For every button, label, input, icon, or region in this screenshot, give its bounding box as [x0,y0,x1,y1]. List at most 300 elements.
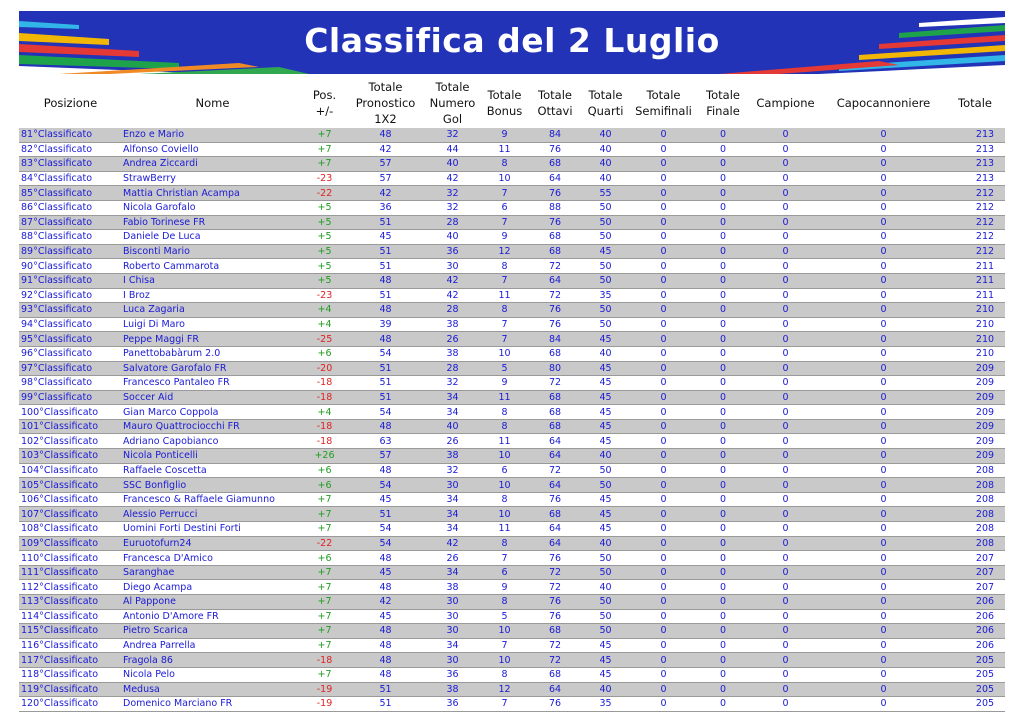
cell-totale: 208 [945,536,1005,551]
cell-ottavi: 88 [529,200,581,215]
cell-campione: 0 [749,128,822,142]
cell-name: StrawBerry [122,171,303,186]
cell-semifinali: 0 [630,157,697,172]
cell-numero-gol: 30 [425,595,480,610]
cell-numero-gol: 30 [425,478,480,493]
cell-position: 85°Classificato [19,186,122,201]
cell-bonus: 12 [480,244,529,259]
cell-quarti: 50 [581,317,630,332]
cell-capocannoniere: 0 [822,215,945,230]
header-totale: Totale [958,96,992,110]
cell-totale: 206 [945,595,1005,610]
cell-campione: 0 [749,565,822,580]
cell-semifinali: 0 [630,536,697,551]
cell-semifinali: 0 [630,434,697,449]
cell-ottavi: 68 [529,346,581,361]
cell-pronostico: 51 [346,259,425,274]
cell-finale: 0 [697,638,749,653]
cell-ottavi: 68 [529,405,581,420]
cell-bonus: 8 [480,667,529,682]
table-row [19,186,1005,201]
cell-name: Daniele De Luca [122,230,303,245]
cell-campione: 0 [749,215,822,230]
cell-quarti: 50 [581,273,630,288]
cell-position: 108°Classificato [19,522,122,537]
cell-capocannoniere: 0 [822,434,945,449]
cell-capocannoniere: 0 [822,536,945,551]
table-row [19,522,1005,537]
cell-pos-change: +7 [303,507,346,522]
cell-capocannoniere: 0 [822,507,945,522]
cell-pos-change: +6 [303,346,346,361]
cell-ottavi: 64 [529,478,581,493]
cell-totale: 212 [945,186,1005,201]
cell-campione: 0 [749,551,822,566]
cell-quarti: 45 [581,507,630,522]
cell-finale: 0 [697,580,749,595]
cell-pronostico: 48 [346,624,425,639]
cell-numero-gol: 42 [425,536,480,551]
title-banner [19,11,1005,74]
cell-ottavi: 68 [529,667,581,682]
cell-pronostico: 48 [346,303,425,318]
cell-totale: 209 [945,390,1005,405]
cell-finale: 0 [697,142,749,157]
cell-capocannoniere: 0 [822,157,945,172]
cell-position: 107°Classificato [19,507,122,522]
cell-position: 110°Classificato [19,551,122,566]
cell-campione: 0 [749,624,822,639]
cell-finale: 0 [697,434,749,449]
table-row [19,171,1005,186]
cell-bonus: 10 [480,478,529,493]
header-ottavi: Totale Ottavi [537,88,573,118]
cell-capocannoniere: 0 [822,667,945,682]
cell-numero-gol: 32 [425,186,480,201]
cell-campione: 0 [749,361,822,376]
cell-position: 83°Classificato [19,157,122,172]
cell-finale: 0 [697,157,749,172]
cell-pronostico: 45 [346,609,425,624]
cell-pronostico: 57 [346,449,425,464]
cell-bonus: 10 [480,449,529,464]
cell-bonus: 7 [480,638,529,653]
cell-numero-gol: 28 [425,215,480,230]
cell-finale: 0 [697,653,749,668]
cell-totale: 213 [945,142,1005,157]
cell-capocannoniere: 0 [822,405,945,420]
cell-finale: 0 [697,288,749,303]
cell-campione: 0 [749,463,822,478]
cell-totale: 208 [945,507,1005,522]
table-row [19,449,1005,464]
cell-numero-gol: 38 [425,449,480,464]
header-pronostico: Totale Pronostico 1X2 [355,80,416,126]
cell-bonus: 5 [480,361,529,376]
cell-totale: 212 [945,200,1005,215]
cell-capocannoniere: 0 [822,230,945,245]
cell-bonus: 7 [480,697,529,712]
cell-pos-change: -23 [303,171,346,186]
cell-quarti: 45 [581,653,630,668]
cell-pos-change: +7 [303,492,346,507]
cell-pronostico: 57 [346,157,425,172]
cell-bonus: 8 [480,405,529,420]
cell-position: 111°Classificato [19,565,122,580]
cell-numero-gol: 30 [425,609,480,624]
cell-totale: 205 [945,682,1005,697]
cell-capocannoniere: 0 [822,551,945,566]
cell-numero-gol: 28 [425,303,480,318]
cell-quarti: 45 [581,492,630,507]
cell-finale: 0 [697,346,749,361]
cell-quarti: 50 [581,200,630,215]
cell-numero-gol: 34 [425,390,480,405]
cell-name: Bisconti Mario [122,244,303,259]
cell-bonus: 11 [480,142,529,157]
cell-numero-gol: 40 [425,419,480,434]
cell-semifinali: 0 [630,667,697,682]
cell-position: 118°Classificato [19,667,122,682]
cell-semifinali: 0 [630,507,697,522]
cell-pos-change: -22 [303,536,346,551]
cell-position: 91°Classificato [19,273,122,288]
cell-totale: 208 [945,522,1005,537]
cell-totale: 209 [945,419,1005,434]
cell-totale: 205 [945,667,1005,682]
cell-name: Peppe Maggi FR [122,332,303,347]
cell-finale: 0 [697,317,749,332]
ranking-rows [19,128,1005,711]
cell-pos-change: -18 [303,653,346,668]
header-nome: Nome [195,96,230,110]
cell-capocannoniere: 0 [822,595,945,610]
cell-semifinali: 0 [630,244,697,259]
cell-pos-change: -23 [303,288,346,303]
cell-pos-change: -18 [303,419,346,434]
cell-campione: 0 [749,609,822,624]
cell-capocannoniere: 0 [822,478,945,493]
cell-pos-change: +7 [303,565,346,580]
cell-position: 81°Classificato [19,128,122,142]
cell-semifinali: 0 [630,303,697,318]
cell-name: Luigi Di Maro [122,317,303,332]
cell-position: 92°Classificato [19,288,122,303]
cell-campione: 0 [749,522,822,537]
cell-pos-change: -25 [303,332,346,347]
cell-quarti: 45 [581,361,630,376]
cell-position: 104°Classificato [19,463,122,478]
cell-position: 96°Classificato [19,346,122,361]
table-row [19,200,1005,215]
cell-quarti: 40 [581,580,630,595]
table-row [19,405,1005,420]
cell-name: Nicola Garofalo [122,200,303,215]
cell-finale: 0 [697,376,749,391]
cell-ottavi: 68 [529,624,581,639]
cell-ottavi: 68 [529,230,581,245]
cell-name: Soccer Aid [122,390,303,405]
cell-bonus: 11 [480,390,529,405]
cell-name: I Chisa [122,273,303,288]
cell-name: Uomini Forti Destini Forti [122,522,303,537]
cell-capocannoniere: 0 [822,580,945,595]
cell-quarti: 50 [581,215,630,230]
cell-quarti: 50 [581,230,630,245]
cell-pos-change: +5 [303,200,346,215]
cell-pronostico: 54 [346,346,425,361]
cell-position: 93°Classificato [19,303,122,318]
cell-ottavi: 76 [529,492,581,507]
cell-pronostico: 48 [346,653,425,668]
cell-ottavi: 76 [529,551,581,566]
cell-numero-gol: 38 [425,580,480,595]
cell-position: 88°Classificato [19,230,122,245]
cell-pronostico: 51 [346,390,425,405]
cell-ottavi: 68 [529,419,581,434]
cell-name: Adriano Capobianco [122,434,303,449]
cell-position: 119°Classificato [19,682,122,697]
cell-totale: 206 [945,624,1005,639]
cell-bonus: 8 [480,536,529,551]
cell-campione: 0 [749,449,822,464]
cell-numero-gol: 38 [425,682,480,697]
cell-ottavi: 76 [529,186,581,201]
cell-ottavi: 84 [529,332,581,347]
cell-finale: 0 [697,419,749,434]
cell-position: 116°Classificato [19,638,122,653]
cell-semifinali: 0 [630,682,697,697]
cell-totale: 212 [945,244,1005,259]
cell-semifinali: 0 [630,332,697,347]
cell-campione: 0 [749,697,822,712]
cell-quarti: 40 [581,449,630,464]
cell-numero-gol: 42 [425,171,480,186]
cell-semifinali: 0 [630,419,697,434]
cell-pronostico: 48 [346,463,425,478]
cell-name: SSC Bonfiglio [122,478,303,493]
cell-name: Andrea Parrella [122,638,303,653]
cell-quarti: 35 [581,697,630,712]
cell-capocannoniere: 0 [822,317,945,332]
table-row [19,361,1005,376]
cell-campione: 0 [749,157,822,172]
cell-ottavi: 68 [529,157,581,172]
cell-capocannoniere: 0 [822,288,945,303]
table-row [19,507,1005,522]
cell-bonus: 10 [480,624,529,639]
cell-finale: 0 [697,259,749,274]
cell-name: Pietro Scarica [122,624,303,639]
cell-name: Medusa [122,682,303,697]
cell-bonus: 6 [480,200,529,215]
cell-campione: 0 [749,171,822,186]
cell-numero-gol: 40 [425,230,480,245]
cell-ottavi: 76 [529,142,581,157]
cell-ottavi: 68 [529,390,581,405]
cell-semifinali: 0 [630,376,697,391]
cell-ottavi: 64 [529,536,581,551]
cell-finale: 0 [697,522,749,537]
cell-ottavi: 72 [529,653,581,668]
table-row [19,128,1005,142]
cell-bonus: 9 [480,230,529,245]
cell-totale: 207 [945,580,1005,595]
cell-semifinali: 0 [630,230,697,245]
cell-capocannoniere: 0 [822,653,945,668]
cell-quarti: 40 [581,142,630,157]
cell-bonus: 8 [480,303,529,318]
cell-ottavi: 76 [529,609,581,624]
table-row [19,317,1005,332]
table-row [19,697,1005,712]
cell-totale: 205 [945,697,1005,712]
table-row [19,536,1005,551]
cell-quarti: 45 [581,667,630,682]
table-row [19,580,1005,595]
cell-position: 109°Classificato [19,536,122,551]
cell-ottavi: 76 [529,303,581,318]
cell-finale: 0 [697,230,749,245]
cell-numero-gol: 26 [425,551,480,566]
cell-ottavi: 84 [529,128,581,142]
cell-finale: 0 [697,390,749,405]
cell-campione: 0 [749,536,822,551]
cell-capocannoniere: 0 [822,303,945,318]
cell-numero-gol: 28 [425,361,480,376]
cell-numero-gol: 34 [425,565,480,580]
cell-ottavi: 76 [529,317,581,332]
cell-campione: 0 [749,638,822,653]
cell-capocannoniere: 0 [822,565,945,580]
cell-finale: 0 [697,609,749,624]
cell-name: Fragola 86 [122,653,303,668]
cell-pos-change: +7 [303,142,346,157]
cell-ottavi: 72 [529,565,581,580]
cell-pronostico: 48 [346,419,425,434]
header-capocannoniere: Capocannoniere [836,96,931,110]
cell-quarti: 45 [581,638,630,653]
cell-pos-change: -18 [303,390,346,405]
cell-position: 99°Classificato [19,390,122,405]
cell-quarti: 40 [581,682,630,697]
cell-campione: 0 [749,507,822,522]
cell-numero-gol: 32 [425,463,480,478]
table-row [19,667,1005,682]
cell-numero-gol: 32 [425,200,480,215]
cell-campione: 0 [749,317,822,332]
cell-pronostico: 51 [346,215,425,230]
cell-finale: 0 [697,215,749,230]
cell-pos-change: +6 [303,551,346,566]
cell-ottavi: 76 [529,595,581,610]
table-row [19,565,1005,580]
cell-capocannoniere: 0 [822,332,945,347]
cell-finale: 0 [697,303,749,318]
header-pos-change: Pos. +/- [312,88,337,118]
cell-name: Luca Zagaria [122,303,303,318]
cell-campione: 0 [749,580,822,595]
cell-bonus: 8 [480,259,529,274]
cell-pos-change: +5 [303,215,346,230]
cell-quarti: 45 [581,244,630,259]
cell-pos-change: +26 [303,449,346,464]
header-campione: Campione [756,96,815,110]
cell-totale: 213 [945,157,1005,172]
cell-bonus: 8 [480,595,529,610]
cell-ottavi: 80 [529,361,581,376]
cell-ottavi: 64 [529,522,581,537]
cell-quarti: 55 [581,186,630,201]
cell-semifinali: 0 [630,551,697,566]
cell-finale: 0 [697,667,749,682]
cell-pos-change: -18 [303,434,346,449]
cell-name: Alfonso Coviello [122,142,303,157]
cell-quarti: 50 [581,551,630,566]
table-row [19,595,1005,610]
cell-semifinali: 0 [630,259,697,274]
cell-position: 97°Classificato [19,361,122,376]
table-row [19,390,1005,405]
cell-totale: 208 [945,463,1005,478]
cell-finale: 0 [697,624,749,639]
cell-pos-change: +7 [303,522,346,537]
cell-campione: 0 [749,478,822,493]
cell-bonus: 7 [480,551,529,566]
cell-campione: 0 [749,244,822,259]
cell-quarti: 45 [581,419,630,434]
cell-name: Antonio D'Amore FR [122,609,303,624]
cell-pos-change: +7 [303,595,346,610]
cell-quarti: 45 [581,390,630,405]
cell-totale: 209 [945,449,1005,464]
cell-capocannoniere: 0 [822,492,945,507]
cell-campione: 0 [749,332,822,347]
cell-semifinali: 0 [630,361,697,376]
cell-pos-change: +5 [303,244,346,259]
cell-semifinali: 0 [630,565,697,580]
cell-pronostico: 54 [346,478,425,493]
cell-totale: 210 [945,346,1005,361]
cell-finale: 0 [697,478,749,493]
cell-ottavi: 68 [529,507,581,522]
cell-position: 94°Classificato [19,317,122,332]
cell-bonus: 11 [480,434,529,449]
cell-semifinali: 0 [630,273,697,288]
cell-campione: 0 [749,376,822,391]
cell-finale: 0 [697,595,749,610]
cell-position: 89°Classificato [19,244,122,259]
cell-capocannoniere: 0 [822,200,945,215]
cell-capocannoniere: 0 [822,624,945,639]
cell-finale: 0 [697,463,749,478]
cell-quarti: 50 [581,624,630,639]
cell-name: Fabio Torinese FR [122,215,303,230]
cell-finale: 0 [697,186,749,201]
cell-finale: 0 [697,128,749,142]
cell-semifinali: 0 [630,288,697,303]
cell-semifinali: 0 [630,449,697,464]
cell-position: 90°Classificato [19,259,122,274]
cell-semifinali: 0 [630,595,697,610]
cell-pronostico: 48 [346,332,425,347]
cell-pronostico: 48 [346,667,425,682]
cell-pos-change: +4 [303,405,346,420]
cell-pronostico: 48 [346,580,425,595]
cell-numero-gol: 42 [425,273,480,288]
cell-capocannoniere: 0 [822,128,945,142]
cell-campione: 0 [749,434,822,449]
